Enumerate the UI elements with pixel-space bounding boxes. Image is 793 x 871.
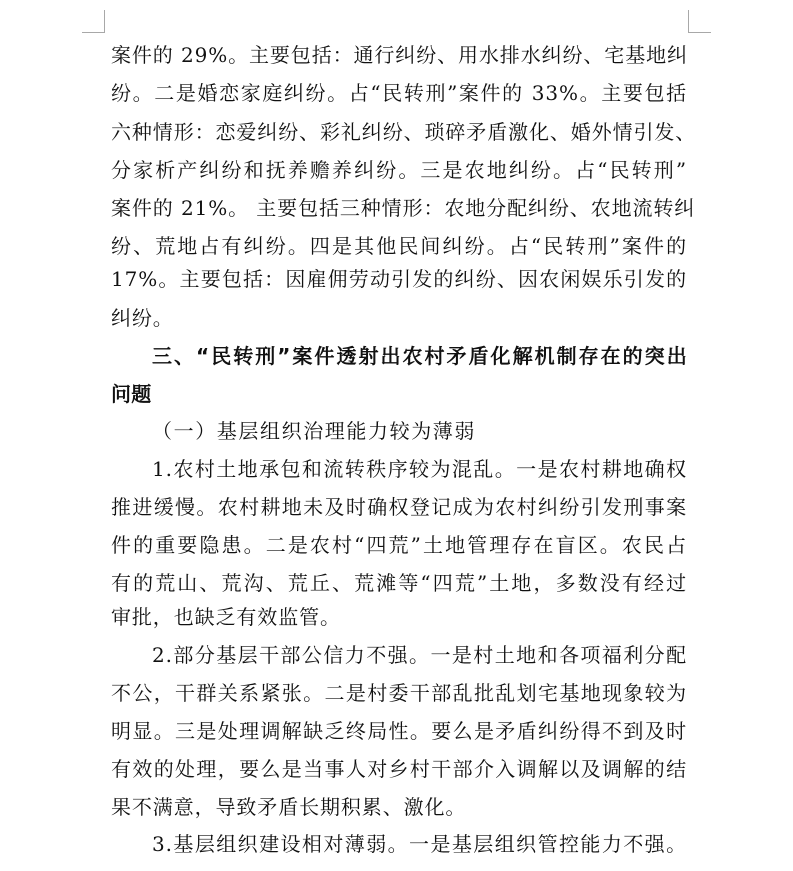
list-item-3-line: 3.基层组织建设相对薄弱。一是基层组织管控能力不强。 xyxy=(152,832,687,856)
list-item-1-line: 推进缓慢。农村耕地未及时确权登记成为农村纠纷引发刑事案 xyxy=(111,495,687,519)
list-item-2-line: 果不满意，导致矛盾长期积累、激化。 xyxy=(111,795,467,819)
crop-mark-top-right xyxy=(688,10,711,33)
section-heading: 三、“民转刑”案件透射出农村矛盾化解机制存在的突出 xyxy=(152,344,687,368)
body-text-line: 六种情形：恋爱纠纷、彩礼纠纷、琐碎矛盾激化、婚外情引发、 xyxy=(111,120,697,144)
body-text-line: 案件的 29%。主要包括：通行纠纷、用水排水纠纷、宅基地纠 xyxy=(111,43,688,67)
subsection-heading: （一）基层组织治理能力较为薄弱 xyxy=(152,419,476,443)
list-item-2-line: 有效的处理，要么是当事人对乡村干部介入调解以及调解的结 xyxy=(111,757,687,781)
list-item-2-line: 2.部分基层干部公信力不强。一是村土地和各项福利分配 xyxy=(152,643,687,667)
crop-mark-top-left xyxy=(82,10,105,33)
body-text-line: 纠纷。 xyxy=(111,306,174,330)
list-item-1-line: 件的重要隐患。二是农村“四荒”土地管理存在盲区。农民占 xyxy=(111,533,687,557)
list-item-1-line: 1.农村土地承包和流转秩序较为混乱。一是农村耕地确权 xyxy=(152,457,687,481)
body-text-line: 17%。主要包括：因雇佣劳动引发的纠纷、因农闲娱乐引发的 xyxy=(111,267,687,291)
body-text-line: 案件的 21%。 主要包括三种情形：农地分配纠纷、农地流转纠 xyxy=(111,196,696,220)
list-item-1-line: 审批，也缺乏有效监管。 xyxy=(111,605,341,629)
body-text-line: 分家析产纠纷和抚养赡养纠纷。三是农地纠纷。占“民转刑” xyxy=(111,158,687,182)
list-item-2-line: 明显。三是处理调解缺乏终局性。要么是矛盾纠纷得不到及时 xyxy=(111,719,687,743)
list-item-2-line: 不公，干群关系紧张。二是村委干部乱批乱划宅基地现象较为 xyxy=(111,681,687,705)
body-text-line: 纷、荒地占有纠纷。四是其他民间纠纷。占“民转刑”案件的 xyxy=(111,234,687,258)
list-item-1-line: 有的荒山、荒沟、荒丘、荒滩等“四荒”土地，多数没有经过 xyxy=(111,571,687,595)
body-text-line: 纷。二是婚恋家庭纠纷。占“民转刑”案件的 33%。主要包括 xyxy=(111,81,687,105)
section-heading-continued: 问题 xyxy=(111,382,152,406)
